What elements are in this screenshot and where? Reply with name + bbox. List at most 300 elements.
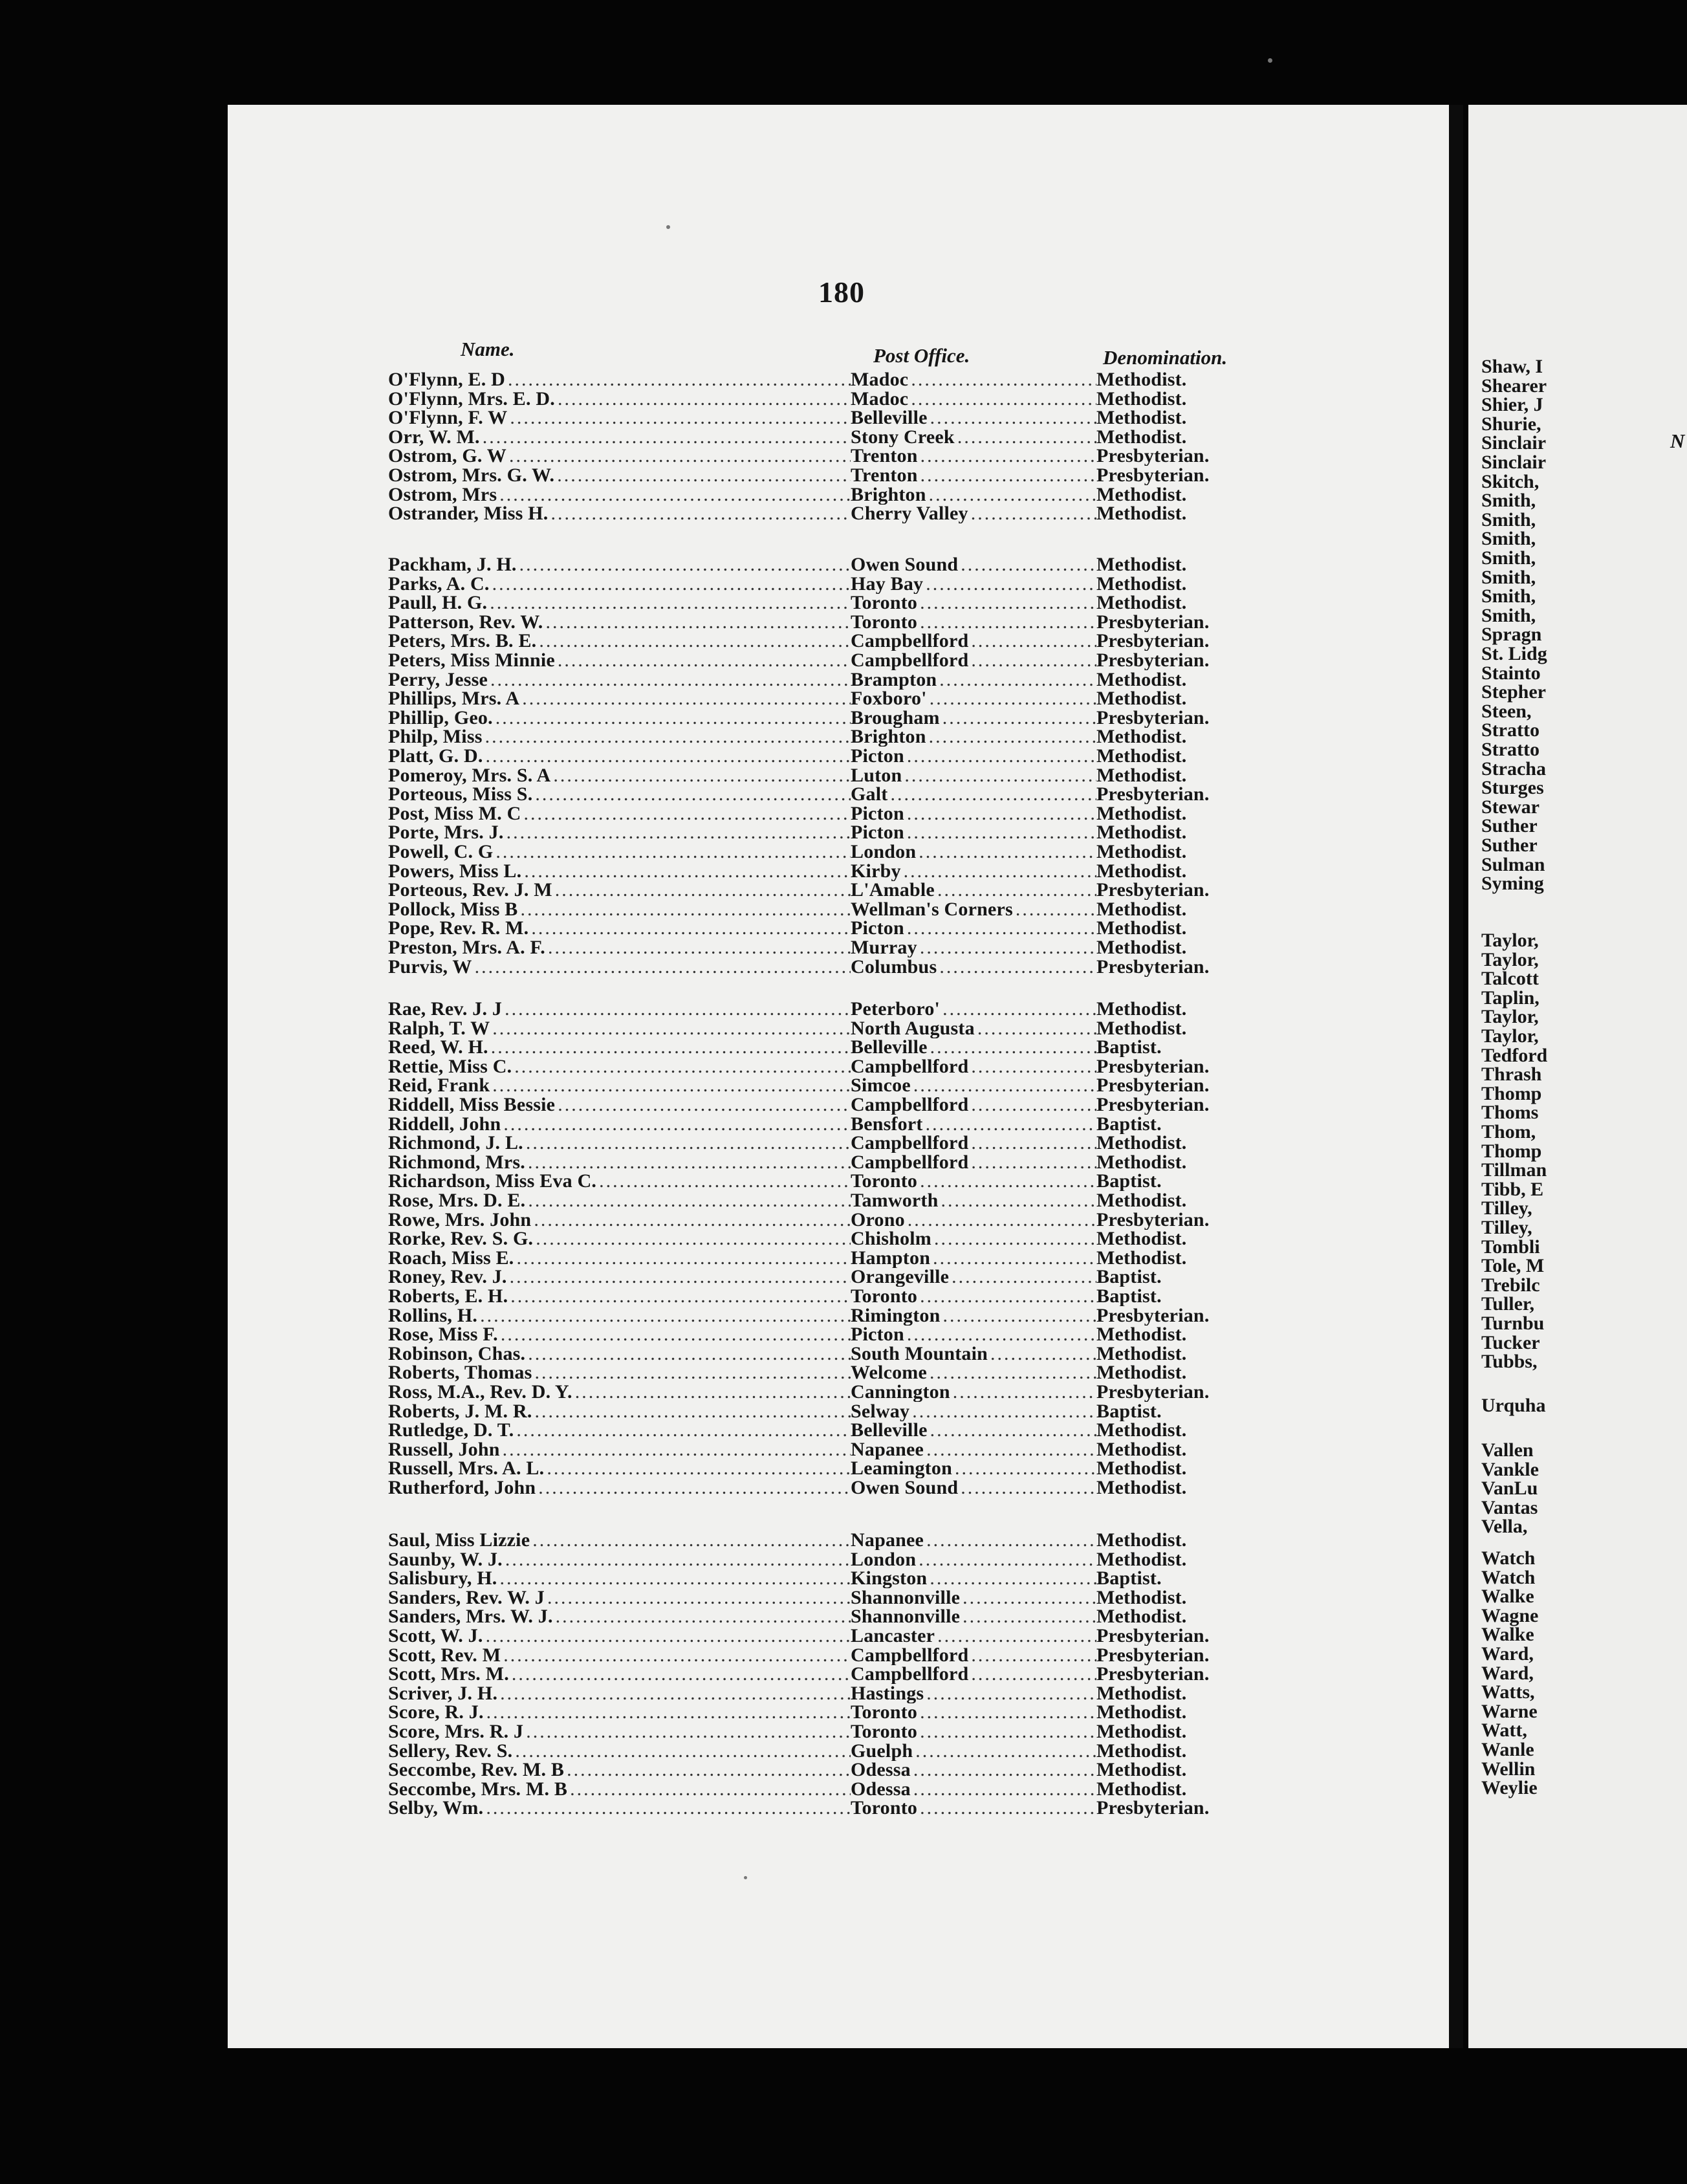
entry-name-cell bbox=[388, 1267, 851, 1287]
leader-dots bbox=[911, 370, 1096, 389]
entry-denomination-cell bbox=[1096, 651, 1284, 670]
leader-dots bbox=[920, 1172, 1096, 1191]
right-page-entry: Smith, bbox=[1481, 547, 1536, 569]
entry-denomination-cell bbox=[1096, 999, 1284, 1019]
entry-name: Russell, John bbox=[388, 1439, 500, 1459]
entry-denomination-cell bbox=[1096, 613, 1284, 632]
right-page-entry: Vallen bbox=[1481, 1439, 1534, 1461]
entry-denomination-cell bbox=[1096, 1306, 1284, 1326]
entry-denomination: Presbyterian. bbox=[1096, 708, 1210, 728]
entry-post-office-cell bbox=[851, 1760, 1096, 1780]
entry-denomination-cell bbox=[1096, 1742, 1284, 1761]
leader-dots bbox=[547, 1588, 851, 1608]
right-page-entry: Shurie, bbox=[1481, 413, 1541, 435]
right-page-entry: Vantas bbox=[1481, 1496, 1538, 1518]
leader-dots bbox=[920, 593, 1096, 613]
entry-post-office: Picton bbox=[851, 1325, 904, 1345]
leader-dots bbox=[575, 1382, 851, 1402]
leader-dots bbox=[523, 804, 851, 824]
right-page-entry: Stainto bbox=[1481, 662, 1541, 684]
entry-denomination: Methodist. bbox=[1096, 803, 1187, 824]
entry-denomination-cell bbox=[1096, 408, 1284, 428]
leader-dots bbox=[510, 1267, 851, 1287]
right-page-entry: Wanle bbox=[1481, 1739, 1534, 1760]
right-page-entry: Sturges bbox=[1481, 777, 1544, 799]
entry-post-office: Picton bbox=[851, 919, 904, 939]
entry-post-office-cell bbox=[851, 1115, 1096, 1134]
entry-post-office: Picton bbox=[851, 803, 904, 824]
right-page-entry: St. Lidg bbox=[1481, 643, 1547, 664]
leader-dots bbox=[510, 408, 851, 428]
entry-denomination: Methodist. bbox=[1096, 1549, 1187, 1569]
entry-name: Philp, Miss bbox=[388, 727, 483, 747]
entry-post-office-cell bbox=[851, 466, 1096, 485]
leader-dots bbox=[971, 1665, 1096, 1684]
entry-name-cell bbox=[388, 613, 851, 632]
right-page-entry: Taylor, bbox=[1481, 930, 1539, 951]
leader-dots bbox=[907, 919, 1096, 938]
entry-post-office-cell bbox=[851, 1798, 1096, 1818]
entry-post-office: Columbus bbox=[851, 957, 937, 977]
leader-dots bbox=[971, 1133, 1096, 1153]
entry-denomination-cell bbox=[1096, 1550, 1284, 1569]
entry-name: Ross, M.A., Rev. D. Y. bbox=[388, 1382, 572, 1402]
leader-dots bbox=[509, 446, 851, 466]
entry-name: Ostrom, G. W bbox=[388, 446, 506, 466]
leader-dots bbox=[926, 1440, 1096, 1459]
entry-name-cell bbox=[388, 862, 851, 881]
entry-denomination: Methodist. bbox=[1096, 1248, 1187, 1268]
leader-dots bbox=[545, 613, 851, 632]
entry-denomination-cell bbox=[1096, 804, 1284, 824]
entry-post-office-cell bbox=[851, 919, 1096, 938]
leader-dots bbox=[913, 1760, 1096, 1780]
entry-post-office: Brighton bbox=[851, 727, 926, 747]
right-page-entry: Tuller, bbox=[1481, 1293, 1534, 1315]
right-page-entry: Wagne bbox=[1481, 1604, 1539, 1626]
entry-post-office-cell bbox=[851, 1249, 1096, 1268]
entry-post-office-cell bbox=[851, 1459, 1096, 1478]
right-page-entry: Wellin bbox=[1481, 1758, 1536, 1780]
entry-denomination-cell bbox=[1096, 1798, 1284, 1818]
entry-name: Robinson, Chas. bbox=[388, 1344, 526, 1364]
entry-denomination: Methodist. bbox=[1096, 919, 1187, 939]
leader-dots bbox=[570, 1780, 851, 1799]
entry-name-cell bbox=[388, 1440, 851, 1459]
right-page-entry: Taylor, bbox=[1481, 948, 1539, 970]
entry-denomination: Methodist. bbox=[1096, 1683, 1187, 1703]
right-page-entry: Shearer bbox=[1481, 375, 1547, 397]
leader-dots bbox=[912, 1402, 1096, 1421]
entry-name: Roberts, E. H. bbox=[388, 1287, 508, 1306]
entry-denomination-cell bbox=[1096, 1287, 1284, 1306]
entry-name-cell bbox=[388, 1607, 851, 1626]
right-page-entry: Vella, bbox=[1481, 1516, 1528, 1538]
leader-dots bbox=[953, 1382, 1096, 1402]
leader-dots bbox=[908, 1210, 1096, 1230]
right-page-entry: Spragn bbox=[1481, 624, 1542, 646]
entry-name-cell bbox=[388, 1229, 851, 1249]
leader-dots bbox=[929, 727, 1096, 747]
entry-post-office-cell bbox=[851, 1646, 1096, 1665]
entry-post-office: Brampton bbox=[851, 670, 937, 690]
entry-name: Ostrom, Mrs. G. W. bbox=[388, 466, 555, 485]
entry-post-office-cell bbox=[851, 1607, 1096, 1626]
entry-denomination: Methodist. bbox=[1096, 999, 1187, 1019]
leader-dots bbox=[486, 747, 851, 766]
entry-denomination-cell bbox=[1096, 485, 1284, 505]
entry-name: Porte, Mrs. J. bbox=[388, 823, 504, 843]
entry-denomination: Methodist. bbox=[1096, 574, 1187, 594]
entry-name: Roney, Rev. J. bbox=[388, 1267, 507, 1287]
leader-dots bbox=[930, 689, 1096, 708]
leader-dots bbox=[492, 1019, 851, 1038]
entry-post-office: Toronto bbox=[851, 1722, 918, 1742]
entry-name-cell bbox=[388, 999, 851, 1019]
entry-name: Rose, Miss F. bbox=[388, 1325, 498, 1345]
entry-post-office-cell bbox=[851, 1344, 1096, 1364]
entry-post-office-cell bbox=[851, 1076, 1096, 1095]
leader-dots bbox=[538, 1478, 851, 1498]
entry-name: Richardson, Miss Eva C. bbox=[388, 1172, 597, 1192]
entry-post-office: Cannington bbox=[851, 1382, 950, 1402]
leader-dots bbox=[937, 1626, 1096, 1646]
leader-dots bbox=[907, 823, 1096, 842]
entry-name: Rutherford, John bbox=[388, 1478, 536, 1498]
right-page-entry: Thrash bbox=[1481, 1064, 1542, 1086]
page-gutter bbox=[1449, 105, 1463, 2048]
entry-post-office-cell bbox=[851, 1382, 1096, 1402]
entry-name-cell bbox=[388, 957, 851, 977]
leader-dots bbox=[961, 555, 1096, 574]
leader-dots bbox=[532, 1531, 851, 1550]
leader-dots bbox=[526, 1722, 851, 1742]
leader-dots bbox=[963, 1588, 1096, 1608]
leader-dots bbox=[528, 1191, 851, 1210]
right-page-entry: Suther bbox=[1481, 815, 1538, 837]
entry-name-cell bbox=[388, 593, 851, 613]
entry-name-cell bbox=[388, 1363, 851, 1382]
entry-denomination: Methodist. bbox=[1096, 555, 1187, 574]
leader-dots bbox=[919, 1550, 1096, 1569]
entry-post-office: Kirby bbox=[851, 861, 901, 881]
leader-dots bbox=[485, 727, 851, 747]
entry-name-cell bbox=[388, 1722, 851, 1742]
entry-post-office: Orono bbox=[851, 1210, 905, 1230]
leader-dots bbox=[926, 1115, 1096, 1134]
entry-denomination-cell bbox=[1096, 1665, 1284, 1684]
entry-denomination: Baptist. bbox=[1096, 1287, 1162, 1306]
entry-post-office-cell bbox=[851, 1780, 1096, 1799]
leader-dots bbox=[942, 999, 1096, 1019]
right-page-entry: Smith, bbox=[1481, 566, 1536, 588]
entry-name: Paull, H. G. bbox=[388, 593, 488, 613]
entry-denomination: Methodist. bbox=[1096, 842, 1187, 862]
entry-post-office-cell bbox=[851, 428, 1096, 447]
leader-dots bbox=[500, 1569, 851, 1588]
right-page-entry: Smith, bbox=[1481, 508, 1536, 530]
entry-name-cell bbox=[388, 1665, 851, 1684]
entry-denomination: Methodist. bbox=[1096, 1133, 1187, 1153]
right-page-entry: Taylor, bbox=[1481, 1006, 1539, 1028]
entry-denomination-cell bbox=[1096, 1172, 1284, 1191]
entry-name: Platt, G. D. bbox=[388, 747, 483, 766]
entry-denomination: Presbyterian. bbox=[1096, 1626, 1210, 1646]
entry-post-office: Orangeville bbox=[851, 1267, 950, 1287]
entry-denomination-cell bbox=[1096, 727, 1284, 747]
entry-name-cell bbox=[388, 1742, 851, 1761]
leader-dots bbox=[521, 900, 851, 919]
entry-name-cell bbox=[388, 651, 851, 670]
entry-name: Rettie, Miss C. bbox=[388, 1056, 512, 1076]
entry-name-cell bbox=[388, 1287, 851, 1306]
entry-post-office: Odessa bbox=[851, 1760, 911, 1780]
entry-name: Russell, Mrs. A. L. bbox=[388, 1459, 545, 1479]
leader-dots bbox=[486, 1703, 851, 1722]
leader-dots bbox=[512, 1665, 851, 1684]
entry-name-cell bbox=[388, 466, 851, 485]
entry-denomination: Methodist. bbox=[1096, 689, 1187, 709]
leader-dots bbox=[526, 1133, 851, 1153]
entry-denomination: Methodist. bbox=[1096, 1741, 1187, 1761]
entry-denomination-cell bbox=[1096, 1760, 1284, 1780]
leader-dots bbox=[515, 1742, 851, 1761]
leader-dots bbox=[952, 1267, 1096, 1287]
right-page-entry: Watch bbox=[1481, 1547, 1536, 1569]
entry-denomination: Methodist. bbox=[1096, 899, 1187, 919]
leader-dots bbox=[961, 1478, 1096, 1498]
leader-dots bbox=[920, 1722, 1096, 1742]
entry-denomination: Baptist. bbox=[1096, 1114, 1162, 1134]
leader-dots bbox=[506, 823, 851, 842]
entry-post-office-cell bbox=[851, 1287, 1096, 1306]
right-page-entry: Tibb, E bbox=[1481, 1178, 1544, 1200]
entry-denomination: Methodist. bbox=[1096, 593, 1187, 613]
leader-dots bbox=[519, 555, 851, 574]
entry-post-office-cell bbox=[851, 1569, 1096, 1588]
entry-denomination-cell bbox=[1096, 504, 1284, 523]
entry-post-office-cell bbox=[851, 555, 1096, 574]
entry-denomination-cell bbox=[1096, 842, 1284, 862]
entry-denomination: Methodist. bbox=[1096, 1588, 1187, 1608]
right-page-entry: Tole, M bbox=[1481, 1255, 1545, 1277]
leader-dots bbox=[971, 651, 1096, 670]
entry-denomination: Presbyterian. bbox=[1096, 446, 1210, 466]
entry-post-office: Luton bbox=[851, 765, 902, 785]
leader-dots bbox=[933, 1249, 1096, 1268]
entry-post-office: Hastings bbox=[851, 1683, 924, 1703]
entry-post-office-cell bbox=[851, 1210, 1096, 1230]
entry-name-cell bbox=[388, 919, 851, 938]
entry-name: Purvis, W bbox=[388, 957, 472, 977]
entry-post-office-cell bbox=[851, 1038, 1096, 1057]
entry-name: O'Flynn, E. D bbox=[388, 370, 505, 389]
leader-dots bbox=[516, 1249, 851, 1268]
entry-name-cell bbox=[388, 708, 851, 728]
entry-post-office-cell bbox=[851, 1325, 1096, 1344]
leader-dots bbox=[551, 504, 851, 523]
entry-name: Patterson, Rev. W. bbox=[388, 612, 543, 632]
entry-denomination-cell bbox=[1096, 1325, 1284, 1344]
entry-post-office: Toronto bbox=[851, 593, 918, 613]
right-page-entry: Tillman bbox=[1481, 1159, 1547, 1181]
leader-dots bbox=[942, 708, 1096, 728]
entry-post-office-cell bbox=[851, 1363, 1096, 1382]
entry-post-office: Toronto bbox=[851, 1172, 918, 1192]
entry-post-office: Wellman's Corners bbox=[851, 899, 1013, 919]
entry-denomination-cell bbox=[1096, 1684, 1284, 1703]
right-page-entry: Steen, bbox=[1481, 700, 1532, 722]
leader-dots bbox=[920, 938, 1096, 957]
entry-name: Salisbury, H. bbox=[388, 1569, 497, 1589]
entry-name-cell bbox=[388, 1191, 851, 1210]
entry-name: O'Flynn, F. W bbox=[388, 408, 508, 428]
leader-dots bbox=[475, 957, 851, 977]
entry-post-office-cell bbox=[851, 1019, 1096, 1038]
entry-denomination: Presbyterian. bbox=[1096, 880, 1210, 901]
entry-post-office: Hay Bay bbox=[851, 574, 924, 594]
right-page-entry: Stepher bbox=[1481, 681, 1546, 703]
entry-name-cell bbox=[388, 1153, 851, 1172]
entry-denomination-cell bbox=[1096, 1646, 1284, 1665]
leader-dots bbox=[516, 1421, 851, 1440]
entry-denomination-cell bbox=[1096, 1191, 1284, 1210]
entry-denomination-cell bbox=[1096, 957, 1284, 977]
entry-denomination: Baptist. bbox=[1096, 1569, 1162, 1589]
leader-dots bbox=[499, 485, 851, 505]
entry-name: Rae, Rev. J. J bbox=[388, 999, 503, 1019]
leader-dots bbox=[971, 1153, 1096, 1172]
right-page-entry: Tilley, bbox=[1481, 1217, 1532, 1238]
entry-name: Scott, W. J. bbox=[388, 1626, 483, 1646]
entry-post-office: Belleville bbox=[851, 1038, 928, 1058]
entry-name-cell bbox=[388, 670, 851, 690]
leader-dots bbox=[514, 1057, 851, 1076]
entry-name: Powell, C. G bbox=[388, 842, 494, 862]
entry-denomination-cell bbox=[1096, 1057, 1284, 1076]
entry-name-cell bbox=[388, 804, 851, 824]
entry-denomination: Presbyterian. bbox=[1096, 957, 1210, 977]
entry-denomination-cell bbox=[1096, 1402, 1284, 1421]
entry-name-cell bbox=[388, 766, 851, 785]
entry-denomination: Methodist. bbox=[1096, 1439, 1187, 1459]
entry-name: Perry, Jesse bbox=[388, 670, 488, 690]
right-page-entry: Watts, bbox=[1481, 1681, 1535, 1703]
entry-denomination: Methodist. bbox=[1096, 1018, 1187, 1038]
entry-denomination: Methodist. bbox=[1096, 1152, 1187, 1172]
leader-dots bbox=[971, 1095, 1096, 1115]
entry-denomination-cell bbox=[1096, 1115, 1284, 1134]
entry-name: Roberts, Thomas bbox=[388, 1363, 532, 1383]
entry-name-cell bbox=[388, 1646, 851, 1665]
entry-name: Riddell, Miss Bessie bbox=[388, 1095, 556, 1115]
right-page-entry: Ward, bbox=[1481, 1662, 1534, 1684]
entry-denomination-cell bbox=[1096, 1569, 1284, 1588]
column-header-name: Name. bbox=[461, 338, 515, 360]
entry-denomination-cell bbox=[1096, 1363, 1284, 1382]
entry-post-office-cell bbox=[851, 631, 1096, 651]
entry-denomination-cell bbox=[1096, 1344, 1284, 1364]
entry-name: Richmond, J. L. bbox=[388, 1133, 523, 1153]
leader-dots bbox=[535, 1402, 851, 1421]
entry-denomination-cell bbox=[1096, 747, 1284, 766]
entry-post-office-cell bbox=[851, 485, 1096, 505]
entry-post-office: Madoc bbox=[851, 389, 909, 409]
entry-post-office: Campbellford bbox=[851, 1645, 969, 1665]
leader-dots bbox=[926, 574, 1096, 594]
right-page-entry: Syming bbox=[1481, 873, 1544, 895]
leader-dots bbox=[508, 370, 851, 389]
entry-post-office-cell bbox=[851, 842, 1096, 862]
leader-dots bbox=[913, 1780, 1096, 1799]
entry-post-office-cell bbox=[851, 1478, 1096, 1498]
leader-dots bbox=[971, 1646, 1096, 1665]
leader-dots bbox=[556, 1607, 851, 1626]
entry-post-office: Shannonville bbox=[851, 1607, 961, 1627]
entry-name-cell bbox=[388, 574, 851, 594]
right-page-entry: Sulman bbox=[1481, 853, 1545, 875]
entry-name-cell bbox=[388, 689, 851, 708]
entry-name-cell bbox=[388, 1684, 851, 1703]
scan-speck bbox=[744, 1876, 747, 1879]
entry-name: Riddell, John bbox=[388, 1114, 501, 1134]
entry-denomination: Methodist. bbox=[1096, 1363, 1187, 1383]
entry-post-office-cell bbox=[851, 593, 1096, 613]
entry-name-cell bbox=[388, 880, 851, 900]
right-page-entry: Walke bbox=[1481, 1586, 1534, 1608]
leader-dots bbox=[534, 1363, 851, 1382]
entry-post-office: Tamworth bbox=[851, 1191, 939, 1210]
entry-denomination: Methodist. bbox=[1096, 1703, 1187, 1723]
leader-dots bbox=[930, 1569, 1096, 1588]
leader-dots bbox=[930, 1363, 1096, 1382]
entry-post-office-cell bbox=[851, 504, 1096, 523]
entry-name-cell bbox=[388, 900, 851, 919]
right-page-entry: Tucker bbox=[1481, 1331, 1540, 1353]
entry-post-office: Campbellford bbox=[851, 1133, 969, 1153]
entry-post-office: Campbellford bbox=[851, 1056, 969, 1076]
entry-denomination-cell bbox=[1096, 1722, 1284, 1742]
entry-name: Sellery, Rev. S. bbox=[388, 1741, 513, 1761]
entry-denomination: Methodist. bbox=[1096, 1421, 1187, 1441]
leader-dots bbox=[505, 1550, 851, 1569]
entry-post-office: Simcoe bbox=[851, 1076, 911, 1096]
entry-post-office: Owen Sound bbox=[851, 555, 959, 574]
right-page-entry: Vankle bbox=[1481, 1458, 1539, 1480]
leader-dots bbox=[907, 747, 1096, 766]
entry-denomination: Methodist. bbox=[1096, 1760, 1187, 1780]
entry-post-office: Campbellford bbox=[851, 1095, 969, 1115]
entry-post-office: Belleville bbox=[851, 1421, 928, 1441]
entry-post-office: Napanee bbox=[851, 1531, 924, 1550]
entry-post-office-cell bbox=[851, 1229, 1096, 1249]
entry-post-office-cell bbox=[851, 1095, 1096, 1115]
entry-denomination-cell bbox=[1096, 1478, 1284, 1498]
entry-denomination-cell bbox=[1096, 1249, 1284, 1268]
leader-dots bbox=[599, 1172, 851, 1191]
right-page-entry: Walke bbox=[1481, 1624, 1534, 1646]
entry-name-cell bbox=[388, 1095, 851, 1115]
entry-post-office: Foxboro' bbox=[851, 689, 927, 709]
entry-denomination-cell bbox=[1096, 862, 1284, 881]
right-page-entry: Stratto bbox=[1481, 739, 1540, 760]
entry-denomination: Presbyterian. bbox=[1096, 785, 1210, 805]
entry-denomination: Presbyterian. bbox=[1096, 1382, 1210, 1402]
entry-post-office-cell bbox=[851, 938, 1096, 957]
entry-post-office: Trenton bbox=[851, 446, 918, 466]
leader-dots bbox=[492, 574, 851, 594]
leader-dots bbox=[926, 1531, 1096, 1550]
